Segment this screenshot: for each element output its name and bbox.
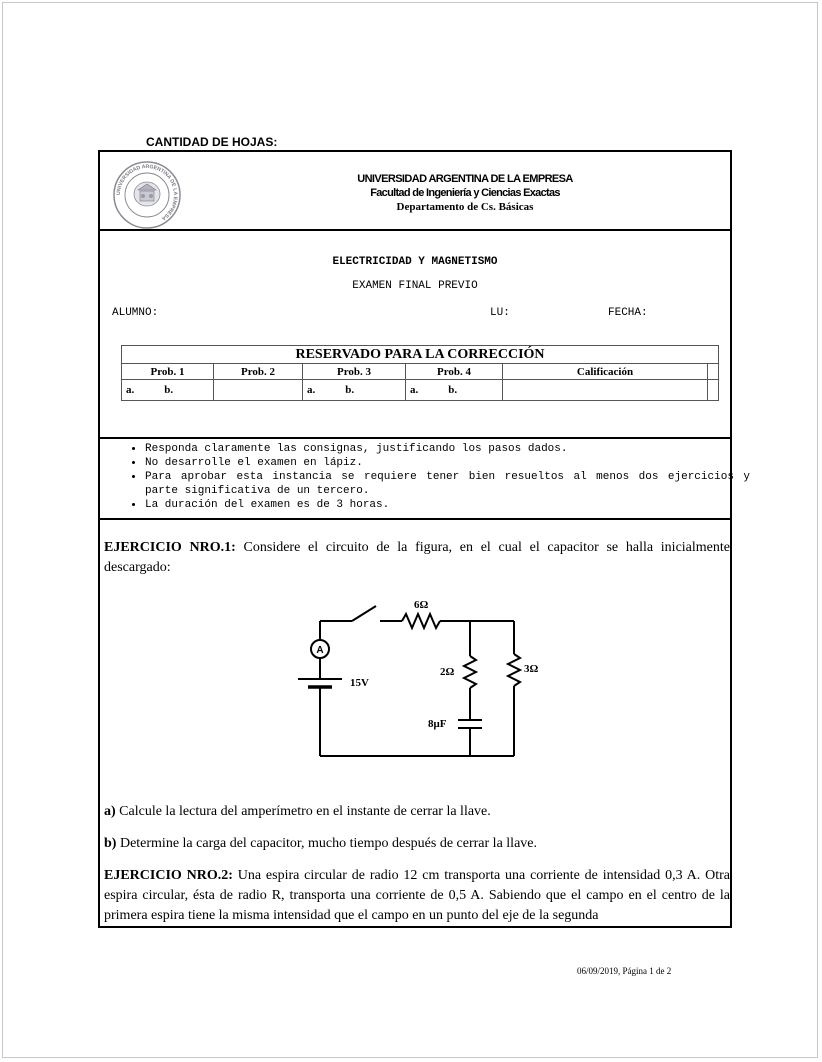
table-cell xyxy=(708,364,719,380)
university-name: UNIVERSIDAD ARGENTINA DE LA EMPRESA xyxy=(357,173,573,185)
part-a: a. xyxy=(307,384,316,396)
column-header: Prob. 4 xyxy=(406,364,503,380)
exercise-1-title: EJERCICIO NRO.1: xyxy=(104,540,236,555)
table-cell xyxy=(708,380,719,401)
part-a-label: a) xyxy=(104,804,116,819)
column-header: Prob. 2 xyxy=(214,364,303,380)
lu-label: LU: xyxy=(490,307,510,319)
correction-table xyxy=(121,345,719,401)
voltage-label: 15V xyxy=(350,677,369,689)
part-b: b. xyxy=(448,384,458,396)
date-label: FECHA: xyxy=(608,307,648,319)
exam-frame xyxy=(98,150,750,928)
resistor-2-label: 2Ω xyxy=(440,666,455,678)
exercise-1-part-b xyxy=(104,834,730,854)
faculty-name: Facultad de Ingeniería y Ciencias Exactas xyxy=(370,187,560,199)
rule-item: • No desarrolle el examen en lápiz. xyxy=(144,456,750,470)
exercise-2-text: Una espira circular de radio 12 cm transporta una corriente de intensidad 0,3 A. Otra espira circular, ésta de radio R, transporta una corriente de 0,5 A. Sabiendo que el campo en el centro de la primera espira tiene la misma intensidad que el campo en un punto del eje de la segunda xyxy=(104,868,730,923)
university-header xyxy=(260,172,670,214)
capacitor-label: 8μF xyxy=(428,718,447,730)
exam-rules xyxy=(122,442,750,512)
page-footer: 06/09/2019, Página 1 de 2 xyxy=(577,966,672,976)
correction-title: RESERVADO PARA LA CORRECCIÓN xyxy=(122,346,719,364)
exercise-2-title: EJERCICIO NRO.2: xyxy=(104,868,233,883)
divider xyxy=(100,229,730,231)
part-a-text: Calcule la lectura del amperímetro en el instante de cerrar la llave. xyxy=(119,804,491,819)
sheet-count-label: CANTIDAD DE HOJAS: xyxy=(146,135,278,149)
part-b-text: Determine la carga del capacitor, mucho tiempo después de cerrar la llave. xyxy=(119,836,537,851)
department-name: Departamento de Cs. Básicas xyxy=(396,201,534,213)
resistor-3-label: 3Ω xyxy=(524,663,539,675)
exercise-1-text: Considere el circuito de la figura, en el cual el capacitor se halla inicialmente descargado: xyxy=(104,540,730,575)
exercise-2-statement xyxy=(104,866,730,926)
rule-item: • Para aprobar esta instancia se requiere tener bien resueltos al menos dos ejercicios y parte significativa de un tercero. xyxy=(144,470,750,498)
table-cell xyxy=(406,380,503,401)
circuit-diagram xyxy=(290,594,539,764)
column-header: Prob. 3 xyxy=(303,364,406,380)
ammeter-label: A xyxy=(316,645,324,656)
part-b: b. xyxy=(164,384,174,396)
column-header: Calificación xyxy=(503,364,708,380)
exam-type: EXAMEN FINAL PREVIO xyxy=(352,280,478,292)
part-a: a. xyxy=(126,384,135,396)
table-cell xyxy=(503,380,708,401)
university-seal-icon xyxy=(112,160,182,230)
table-cell xyxy=(122,380,214,401)
table-cell xyxy=(303,380,406,401)
divider xyxy=(100,518,730,520)
exam-subject: ELECTRICIDAD Y MAGNETISMO xyxy=(332,256,498,268)
rule-item: • Responda claramente las consignas, justificando los pasos dados. xyxy=(144,442,750,456)
student-label: ALUMNO: xyxy=(112,307,159,319)
resistor-6-label: 6Ω xyxy=(414,599,429,611)
exercise-1-statement xyxy=(104,538,730,578)
divider xyxy=(100,437,730,439)
part-b-label: b) xyxy=(104,836,117,851)
column-header: Prob. 1 xyxy=(122,364,214,380)
svg-text:UNIVERSIDAD ARGENTINA DE LA EM: UNIVERSIDAD ARGENTINA DE LA EMPRESA xyxy=(115,163,179,222)
part-a: a. xyxy=(410,384,419,396)
table-cell xyxy=(214,380,303,401)
rule-item: • La duración del examen es de 3 horas. xyxy=(144,498,750,512)
exercise-1-part-a xyxy=(104,802,730,822)
part-b: b. xyxy=(345,384,355,396)
